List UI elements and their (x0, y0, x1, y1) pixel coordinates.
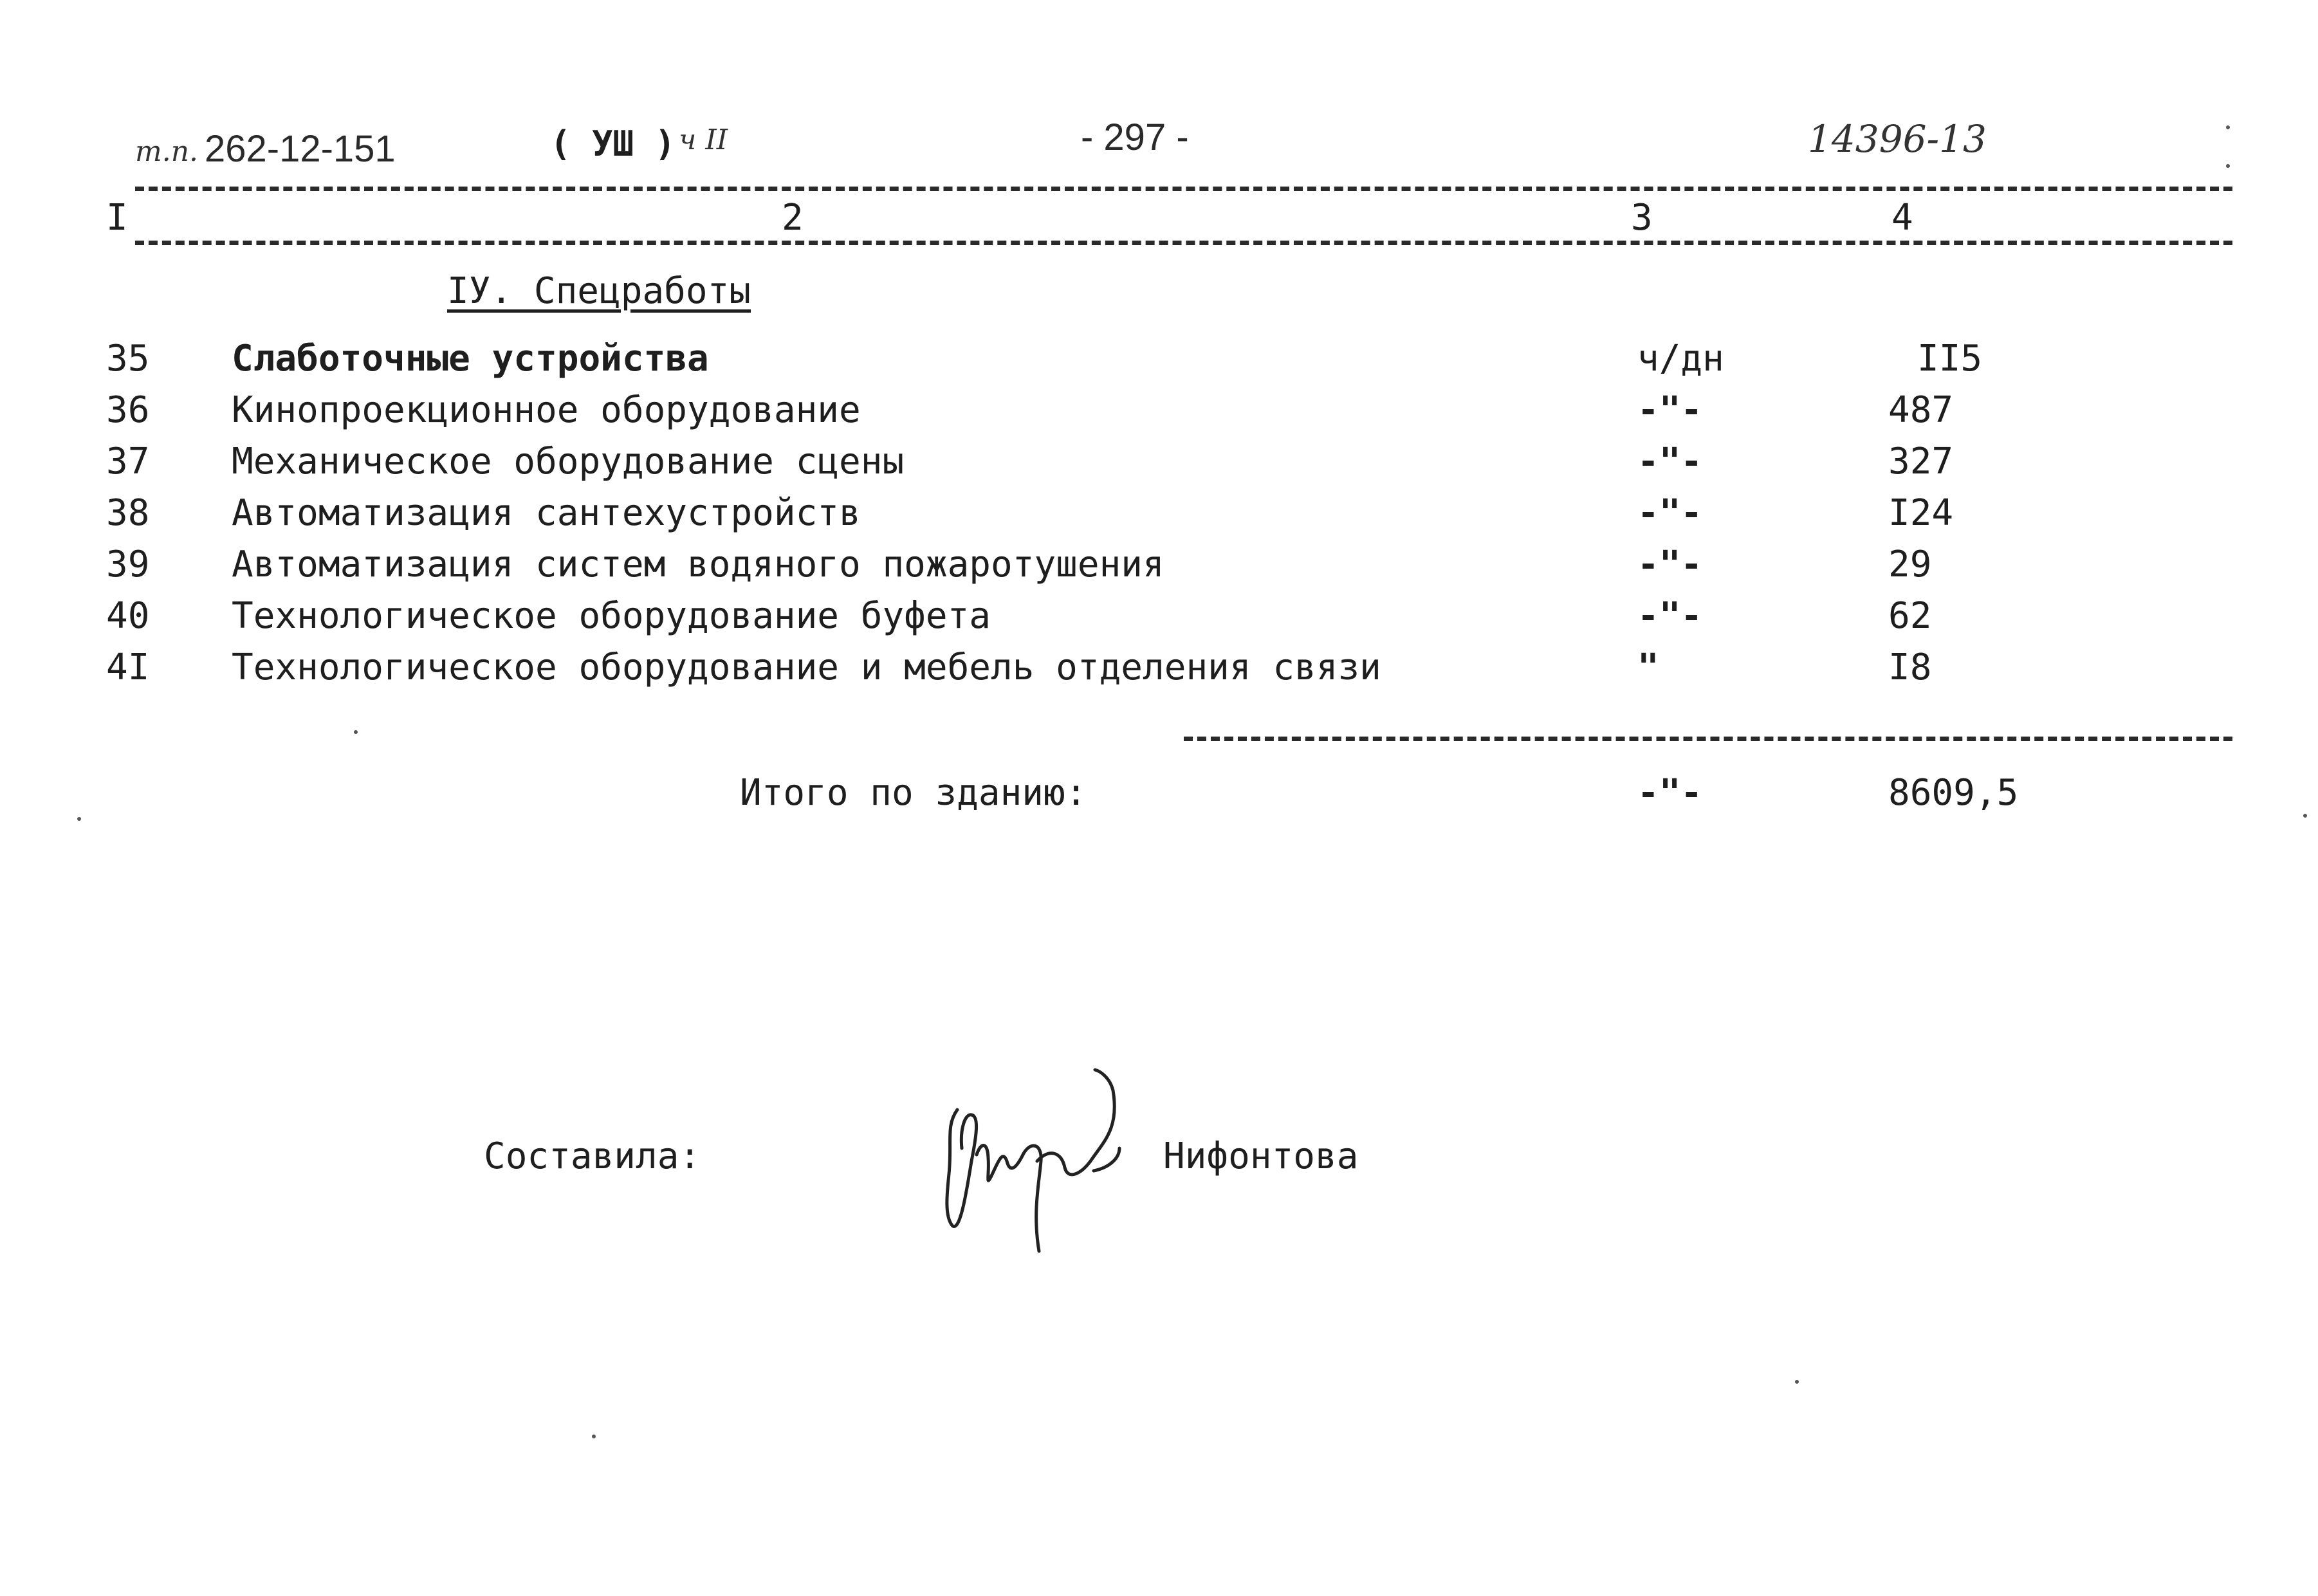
table-row (0, 647, 2318, 692)
work-name: Технологическое оборудование буфета (232, 595, 991, 637)
archive-number: 14396-13 (1808, 117, 1987, 161)
table-row (0, 595, 2318, 640)
scan-speck (592, 1435, 596, 1438)
row-number: 39 (106, 544, 150, 585)
quantity: 62 (1888, 595, 1932, 637)
work-name: Механическое оборудование сцены (232, 441, 905, 482)
total-unit: -"- (1637, 772, 1703, 814)
work-name: Автоматизация сантехустройств (232, 492, 861, 534)
unit: -"- (1637, 441, 1703, 482)
unit: -"- (1637, 595, 1703, 637)
row-number: 37 (106, 441, 150, 482)
compiled-label: Составила: (484, 1135, 701, 1177)
page-number: - 297 - (1081, 116, 1189, 158)
column-number-2: 2 (782, 197, 804, 239)
table-row (0, 389, 2318, 434)
table-row (0, 544, 2318, 589)
total-row (0, 772, 2318, 817)
quantity: 29 (1888, 544, 1932, 585)
table-row (0, 338, 2318, 383)
scan-speck (77, 817, 81, 821)
table-row (0, 492, 2318, 537)
row-number: 38 (106, 492, 150, 534)
signature (926, 1065, 1158, 1264)
quantity: 327 (1888, 441, 1954, 482)
unit: -"- (1637, 389, 1703, 431)
column-number-1: I (106, 197, 128, 239)
unit: ч/дн (1637, 338, 1724, 380)
volume-note: ч II (679, 124, 728, 156)
total-rule (1184, 737, 2232, 741)
work-name: Автоматизация систем водяного пожаротушения (232, 544, 1164, 585)
unit: -"- (1637, 492, 1703, 534)
row-number: 36 (106, 389, 150, 431)
quantity: I8 (1888, 647, 1932, 688)
table-row (0, 441, 2318, 486)
project-prefix: т.п. (135, 135, 199, 168)
unit: " (1637, 647, 1659, 688)
total-label: Итого по зданию: (740, 772, 1087, 814)
total-quantity: 8609,5 (1888, 772, 2019, 814)
work-name: Кинопроекционное оборудование (232, 389, 861, 431)
row-number: 40 (106, 595, 150, 637)
quantity: 487 (1888, 389, 1954, 431)
header-rule-top (135, 187, 2232, 191)
column-number-4: 4 (1891, 197, 1913, 239)
compiler-name: Нифонтова (1163, 1135, 1359, 1177)
work-name: Технологическое оборудование и мебель отделения связи (232, 647, 1381, 688)
scan-speck (354, 730, 358, 734)
column-number-3: 3 (1631, 197, 1653, 239)
volume-label: ( УШ ) (550, 124, 676, 164)
unit: -"- (1637, 544, 1703, 585)
scan-speck (2226, 164, 2230, 168)
row-number: 35 (106, 338, 150, 380)
project-number: 262-12-151 (205, 128, 396, 170)
scan-speck (2226, 125, 2230, 129)
work-name: Слаботочные устройства (232, 338, 709, 380)
header-rule-bottom (135, 241, 2232, 245)
quantity: II5 (1917, 338, 1983, 380)
scan-speck (2303, 814, 2307, 818)
row-number: 4I (106, 647, 150, 688)
section-title: IУ. Спецработы (447, 270, 751, 312)
quantity: I24 (1888, 492, 1954, 534)
scan-speck (1795, 1380, 1799, 1384)
